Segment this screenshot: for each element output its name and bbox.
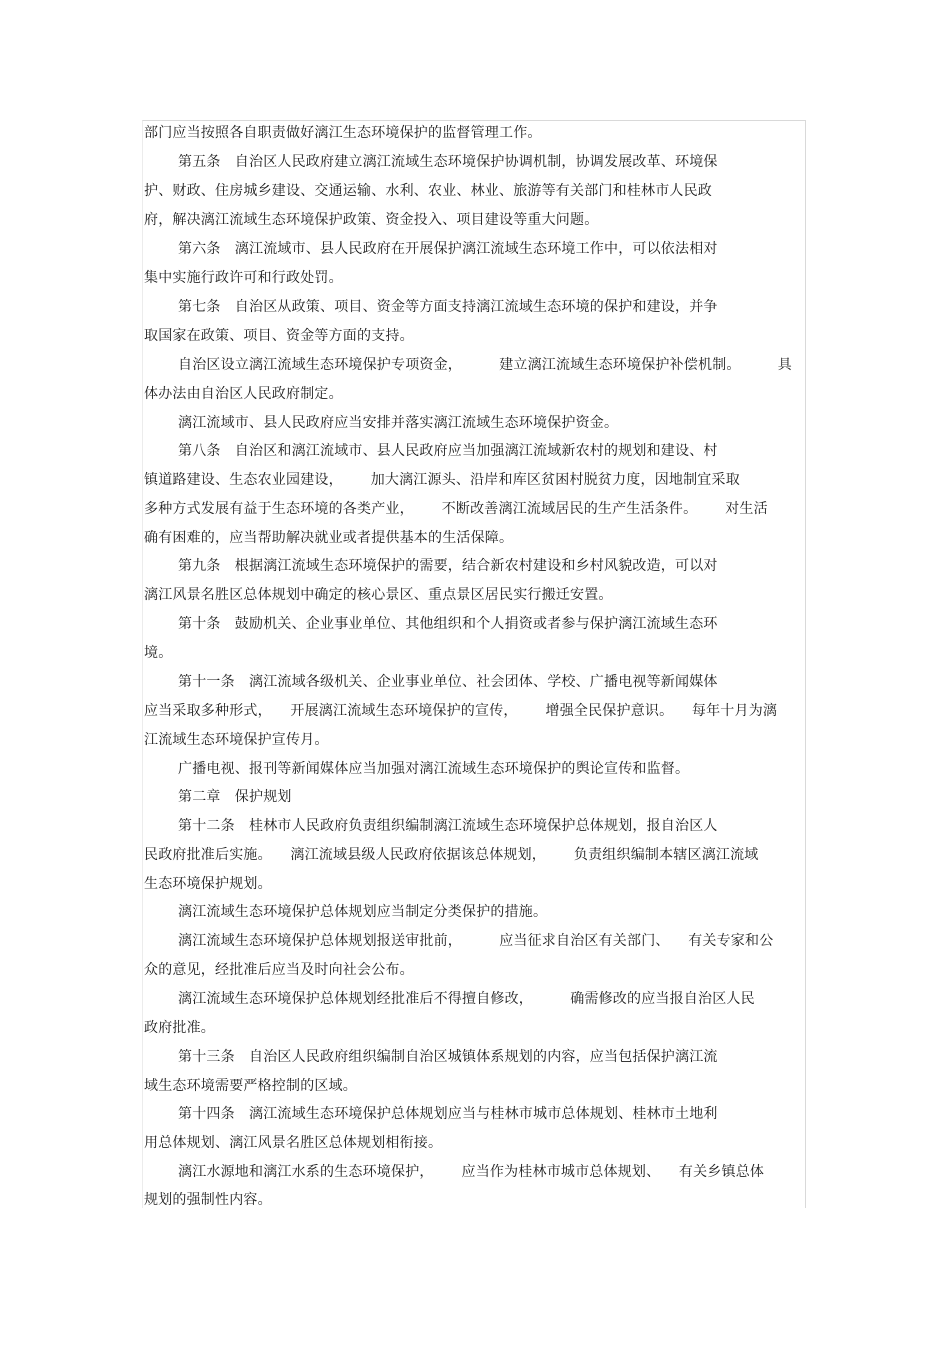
text-line: 取国家在政策、项目、资金等方面的支持。 — [144, 328, 414, 344]
text-line: 民政府批准后实施。 漓江流域县级人民政府依据该总体规划， 负责组织编制本辖区漓江流域 — [144, 847, 759, 863]
text-line: 境。 — [144, 645, 173, 661]
text-line: 漓江流域生态环境保护总体规划经批准后不得擅自修改， 确需修改的应当报自治区人民 — [178, 991, 755, 1007]
text-line: 漓江流域生态环境保护总体规划应当制定分类保护的措施。 — [178, 904, 548, 920]
text-line: 江流域生态环境保护宣传月。 — [144, 732, 329, 748]
text-line: 域生态环境需要严格控制的区域。 — [144, 1078, 357, 1094]
text-line: 多种方式发展有益于生态环境的各类产业， 不断改善漓江流域居民的生产生活条件。 对生活 — [144, 501, 768, 517]
text-line: 漓江流域生态环境保护总体规划报送审批前， 应当征求自治区有关部门、 有关专家和公 — [178, 933, 774, 949]
text-line: 集中实施行政许可和行政处罚。 — [144, 270, 343, 286]
article-13-line: 第十三条 自治区人民政府组织编制自治区城镇体系规划的内容，应当包括保护漓江流 — [178, 1049, 718, 1065]
text-line: 确有困难的，应当帮助解决就业或者提供基本的生活保障。 — [144, 530, 514, 546]
article-12-line: 第十二条 桂林市人民政府负责组织编制漓江流域生态环境保护总体规划，报自治区人 — [178, 818, 718, 834]
article-14-line: 第十四条 漓江流域生态环境保护总体规划应当与桂林市城市总体规划、桂林市土地利 — [178, 1106, 718, 1122]
text-line: 规划的强制性内容。 — [144, 1192, 272, 1208]
text-line: 护、财政、住房城乡建设、交通运输、水利、农业、林业、旅游等有关部门和桂林市人民政 — [144, 183, 712, 199]
text-line: 众的意见，经批准后应当及时向社会公布。 — [144, 962, 414, 978]
article-7-line: 第七条 自治区从政策、项目、资金等方面支持漓江流域生态环境的保护和建设，并争 — [178, 299, 718, 315]
text-line: 用总体规划、漓江风景名胜区总体规划相衔接。 — [144, 1135, 443, 1151]
text-line: 府，解决漓江流域生态环境保护政策、资金投入、项目建设等重大问题。 — [144, 212, 599, 228]
text-line: 体办法由自治区人民政府制定。 — [144, 386, 343, 402]
chapter-heading: 第二章 保护规划 — [178, 789, 292, 805]
text-line: 广播电视、报刊等新闻媒体应当加强对漓江流域生态环境保护的舆论宣传和监督。 — [178, 761, 690, 777]
article-8-line: 第八条 自治区和漓江流域市、县人民政府应当加强漓江流域新农村的规划和建设、村 — [178, 443, 718, 459]
article-5-line: 第五条 自治区人民政府建立漓江流域生态环境保护协调机制，协调发展改革、环境保 — [178, 154, 718, 170]
text-line: 漓江水源地和漓江水系的生态环境保护， 应当作为桂林市城市总体规划、 有关乡镇总体 — [178, 1164, 765, 1180]
text-line: 镇道路建设、生态农业园建设， 加大漓江源头、沿岸和库区贫困村脱贫力度，因地制宜采取 — [144, 472, 740, 488]
article-6-line: 第六条 漓江流域市、县人民政府在开展保护漓江流域生态环境工作中，可以依法相对 — [178, 241, 718, 257]
text-line: 政府批准。 — [144, 1020, 215, 1036]
text-line: 应当采取多种形式， 开展漓江流域生态环境保护的宣传， 增强全民保护意识。 每年十月为漓 — [144, 703, 778, 719]
text-line: 部门应当按照各自职责做好漓江生态环境保护的监督管理工作。 — [144, 125, 542, 141]
article-11-line: 第十一条 漓江流域各级机关、企业事业单位、社会团体、学校、广播电视等新闻媒体 — [178, 674, 718, 690]
text-line: 自治区设立漓江流域生态环境保护专项资金， 建立漓江流域生态环境保护补偿机制。 具 — [178, 357, 793, 373]
text-line: 漓江流域市、县人民政府应当安排并落实漓江流域生态环境保护资金。 — [178, 415, 619, 431]
text-line: 漓江风景名胜区总体规划中确定的核心景区、重点景区居民实行搬迁安置。 — [144, 587, 613, 603]
article-10-line: 第十条 鼓励机关、企业事业单位、其他组织和个人捐资或者参与保护漓江流域生态环 — [178, 616, 718, 632]
text-line: 生态环境保护规划。 — [144, 876, 272, 892]
article-9-line: 第九条 根据漓江流域生态环境保护的需要，结合新农村建设和乡村风貌改造，可以对 — [178, 558, 718, 574]
